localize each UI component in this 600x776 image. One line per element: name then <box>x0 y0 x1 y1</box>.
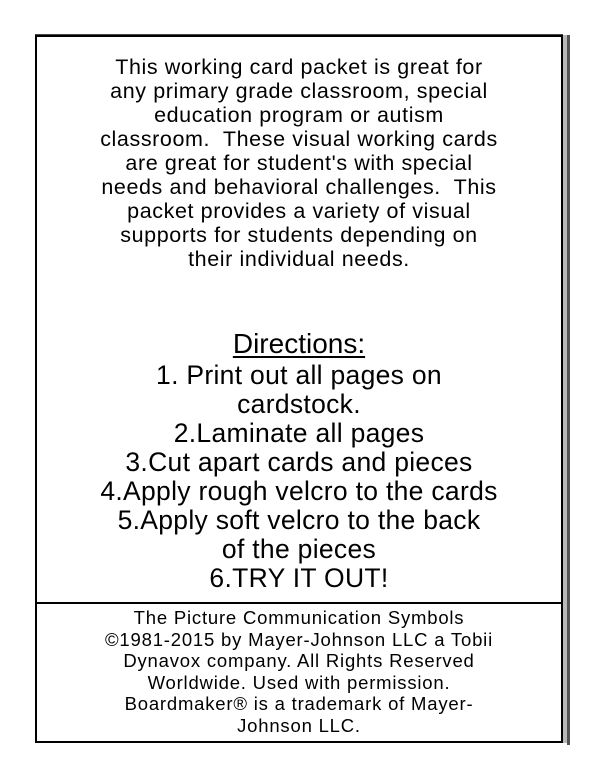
page-frame <box>35 35 563 743</box>
intro-line: classroom. These visual working cards <box>100 127 498 151</box>
directions-section <box>47 327 551 593</box>
direction-step: 4.Apply rough velcro to the cards <box>100 476 498 506</box>
direction-step: 3.Cut apart cards and pieces <box>125 447 473 477</box>
intro-line: supports for students depending on <box>120 223 478 247</box>
direction-step: 1. Print out all pages on <box>156 360 442 390</box>
directions-heading: Directions: <box>232 328 366 359</box>
copyright-notice <box>37 602 561 741</box>
direction-step: 6.TRY IT OUT! <box>209 563 389 593</box>
direction-step: cardstock. <box>237 389 361 419</box>
credits-line: Worldwide. Used with permission. <box>147 671 451 693</box>
credits-line: Dynavox company. All Rights Reserved <box>123 650 475 671</box>
intro-line: This working card packet is great for <box>115 55 483 79</box>
intro-line: needs and behavioral challenges. This <box>101 175 497 199</box>
directions-list <box>47 361 551 593</box>
direction-step: 5.Apply soft velcro to the back <box>117 505 481 535</box>
credits-line: Johnson LLC. <box>237 714 361 736</box>
intro-line: their individual needs. <box>188 247 410 271</box>
intro-line: any primary grade classroom, special <box>110 79 488 103</box>
credits-line: ©1981-2015 by Mayer-Johnson LLC a Tobii <box>105 628 493 650</box>
intro-line: packet provides a variety of visual <box>127 199 471 223</box>
intro-paragraph <box>47 55 551 271</box>
intro-line: education program or autism <box>154 103 444 127</box>
intro-line: are great for student's with special <box>125 151 473 175</box>
credits-line: The Picture Communication Symbols <box>133 607 465 628</box>
direction-step: of the pieces <box>221 534 377 564</box>
credits-line: Boardmaker® is a trademark of Mayer- <box>124 693 474 714</box>
direction-step: 2.Laminate all pages <box>173 418 425 448</box>
